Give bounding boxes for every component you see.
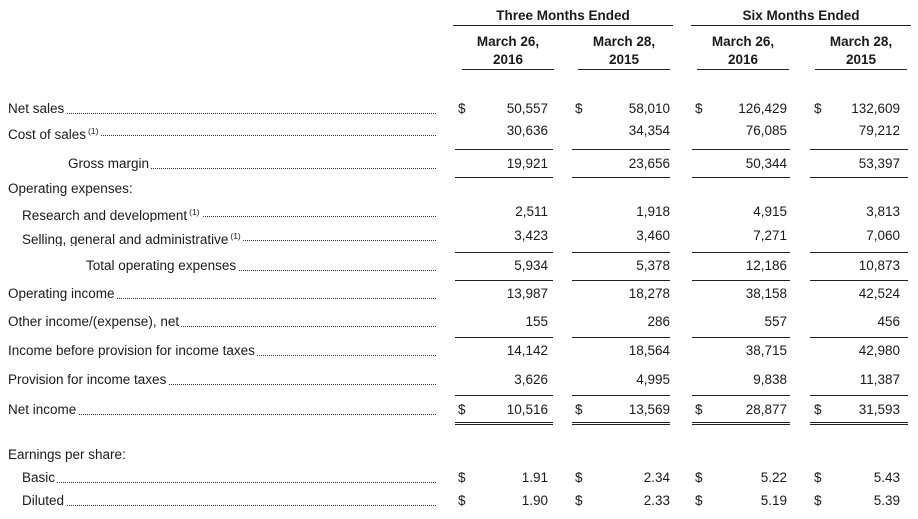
value-cell: 5.39 [873, 493, 900, 508]
value-cell: 5,378 [636, 258, 670, 273]
column-header-1-line1: March 26, [476, 34, 540, 49]
row-cost-of-sales [0, 121, 918, 141]
row-eps-diluted [0, 491, 918, 511]
value-cell: 4,915 [753, 204, 787, 219]
row-label: Provision for income taxes [8, 372, 167, 387]
column-header-1-line2: 2016 [492, 52, 524, 67]
value-cell: 79,212 [858, 123, 900, 138]
subtotal-rule [810, 395, 908, 396]
value-cell: 3,626 [514, 372, 548, 387]
total-double-rule [692, 422, 790, 425]
subtotal-rule [455, 280, 553, 281]
row-other-income [0, 312, 918, 332]
column-header-3 [697, 33, 789, 70]
value-cell: 34,354 [628, 123, 670, 138]
subtotal-rule [572, 252, 670, 253]
subtotal-rule [810, 252, 908, 253]
currency-symbol: $ [695, 101, 703, 116]
column-header-4-line2: 2015 [845, 52, 877, 67]
currency-symbol: $ [458, 493, 466, 508]
currency-symbol: $ [458, 470, 466, 485]
value-cell: 18,278 [628, 286, 670, 301]
value-cell: 456 [877, 314, 900, 329]
value-cell: 58,010 [628, 101, 670, 116]
currency-symbol: $ [695, 493, 703, 508]
column-header-2-line2: 2015 [608, 52, 640, 67]
section-heading: Earnings per share: [8, 447, 126, 462]
footnote-marker: (1) [230, 231, 241, 241]
currency-symbol: $ [575, 402, 583, 417]
value-cell: 10,516 [506, 402, 548, 417]
row-label: Basic [22, 470, 56, 485]
value-cell: 5.22 [760, 470, 787, 485]
value-cell: 42,980 [858, 343, 900, 358]
row-label: Net income [8, 402, 77, 417]
currency-symbol: $ [575, 493, 583, 508]
row-label: Income before provision for income taxes [8, 343, 255, 358]
section-rule [455, 177, 553, 178]
value-cell: 7,060 [866, 228, 900, 243]
section-rule [572, 177, 670, 178]
footnote-marker: (1) [189, 207, 200, 217]
subtotal-rule [455, 337, 553, 338]
column-header-4 [815, 33, 907, 70]
value-cell: 42,524 [858, 286, 900, 301]
value-cell: 31,593 [858, 402, 900, 417]
subtotal-rule [455, 252, 553, 253]
value-cell: 286 [647, 314, 670, 329]
header-six-months: Six Months Ended [691, 7, 911, 26]
subtotal-rule [455, 395, 553, 396]
row-label: Other income/(expense), net [8, 314, 180, 329]
subtotal-rule [572, 337, 670, 338]
row-label: Operating income [8, 286, 115, 301]
row-label: Diluted [22, 493, 65, 508]
row-label: Gross margin [68, 156, 150, 171]
value-cell: 7,271 [753, 228, 787, 243]
value-cell: 2,511 [515, 204, 548, 219]
column-header-3-line2: 2016 [727, 52, 759, 67]
currency-symbol: $ [814, 493, 822, 508]
subtotal-rule [572, 395, 670, 396]
value-cell: 2.33 [643, 493, 670, 508]
value-cell: 13,987 [506, 286, 548, 301]
value-cell: 1.90 [521, 493, 548, 508]
row-label: Research and development [22, 208, 188, 222]
column-header-4-line1: March 28, [829, 34, 893, 49]
column-header-2-line1: March 28, [592, 34, 656, 49]
row-label: Net sales [8, 101, 65, 116]
value-cell: 19,921 [506, 156, 548, 171]
currency-symbol: $ [458, 402, 466, 417]
currency-symbol: $ [814, 470, 822, 485]
section-heading: Operating expenses: [8, 181, 133, 196]
value-cell: 13,569 [628, 402, 670, 417]
row-label: Cost of sales [8, 127, 87, 141]
value-cell: 126,429 [738, 101, 787, 116]
value-cell: 14,142 [506, 343, 548, 358]
currency-symbol: $ [814, 101, 822, 116]
row-label: Total operating expenses [86, 258, 237, 273]
row-provision-for-taxes [0, 370, 918, 390]
section-rule [810, 177, 908, 178]
value-cell: 155 [525, 314, 548, 329]
value-cell: 28,877 [745, 402, 787, 417]
value-cell: 30,636 [506, 123, 548, 138]
value-cell: 12,186 [745, 258, 787, 273]
row-eps-heading [0, 445, 918, 465]
value-cell: 132,609 [851, 101, 900, 116]
row-eps-basic [0, 468, 918, 488]
row-operating-expenses-heading [0, 179, 918, 199]
total-double-rule [810, 422, 908, 425]
value-cell: 9,838 [753, 372, 787, 387]
value-cell: 23,656 [628, 156, 670, 171]
value-cell: 50,557 [506, 101, 548, 116]
subtotal-rule [692, 252, 790, 253]
value-cell: 38,158 [745, 286, 787, 301]
value-cell: 5,934 [514, 258, 548, 273]
row-gross-margin [0, 154, 918, 174]
row-total-operating-expenses [0, 256, 918, 276]
currency-symbol: $ [695, 402, 703, 417]
subtotal-rule [692, 395, 790, 396]
value-cell: 53,397 [858, 156, 900, 171]
row-research-and-development [0, 202, 918, 222]
column-header-3-line1: March 26, [711, 34, 775, 49]
row-income-before-taxes [0, 341, 918, 361]
subtotal-rule [810, 337, 908, 338]
total-double-rule [455, 422, 553, 425]
subtotal-rule [810, 149, 908, 150]
subtotal-rule [692, 149, 790, 150]
value-cell: 38,715 [745, 343, 787, 358]
total-double-rule [572, 422, 670, 425]
value-cell: 1,918 [636, 204, 670, 219]
row-net-sales [0, 99, 918, 119]
subtotal-rule [572, 280, 670, 281]
currency-symbol: $ [575, 101, 583, 116]
value-cell: 3,423 [514, 228, 548, 243]
row-operating-income [0, 284, 918, 304]
value-cell: 3,460 [636, 228, 670, 243]
subtotal-rule [692, 280, 790, 281]
value-cell: 2.34 [643, 470, 670, 485]
column-header-1 [462, 33, 554, 70]
value-cell: 4,995 [636, 372, 670, 387]
subtotal-rule [455, 149, 553, 150]
value-cell: 18,564 [628, 343, 670, 358]
row-net-income [0, 400, 918, 420]
row-label: Selling, general and administrative [22, 232, 229, 246]
value-cell: 5.19 [760, 493, 787, 508]
footnote-marker: (1) [88, 126, 99, 136]
subtotal-rule [810, 280, 908, 281]
currency-symbol: $ [814, 402, 822, 417]
subtotal-rule [572, 149, 670, 150]
value-cell: 50,344 [745, 156, 787, 171]
row-selling-general-administrative [0, 226, 918, 246]
currency-symbol: $ [458, 101, 466, 116]
value-cell: 5.43 [873, 470, 900, 485]
value-cell: 11,387 [859, 372, 900, 387]
value-cell: 557 [764, 314, 787, 329]
section-rule [692, 177, 790, 178]
value-cell: 1.91 [521, 470, 548, 485]
column-header-2 [578, 33, 670, 70]
value-cell: 76,085 [745, 123, 787, 138]
header-three-months: Three Months Ended [453, 7, 673, 26]
value-cell: 3,813 [866, 204, 900, 219]
value-cell: 10,873 [858, 258, 900, 273]
subtotal-rule [692, 337, 790, 338]
currency-symbol: $ [575, 470, 583, 485]
currency-symbol: $ [695, 470, 703, 485]
